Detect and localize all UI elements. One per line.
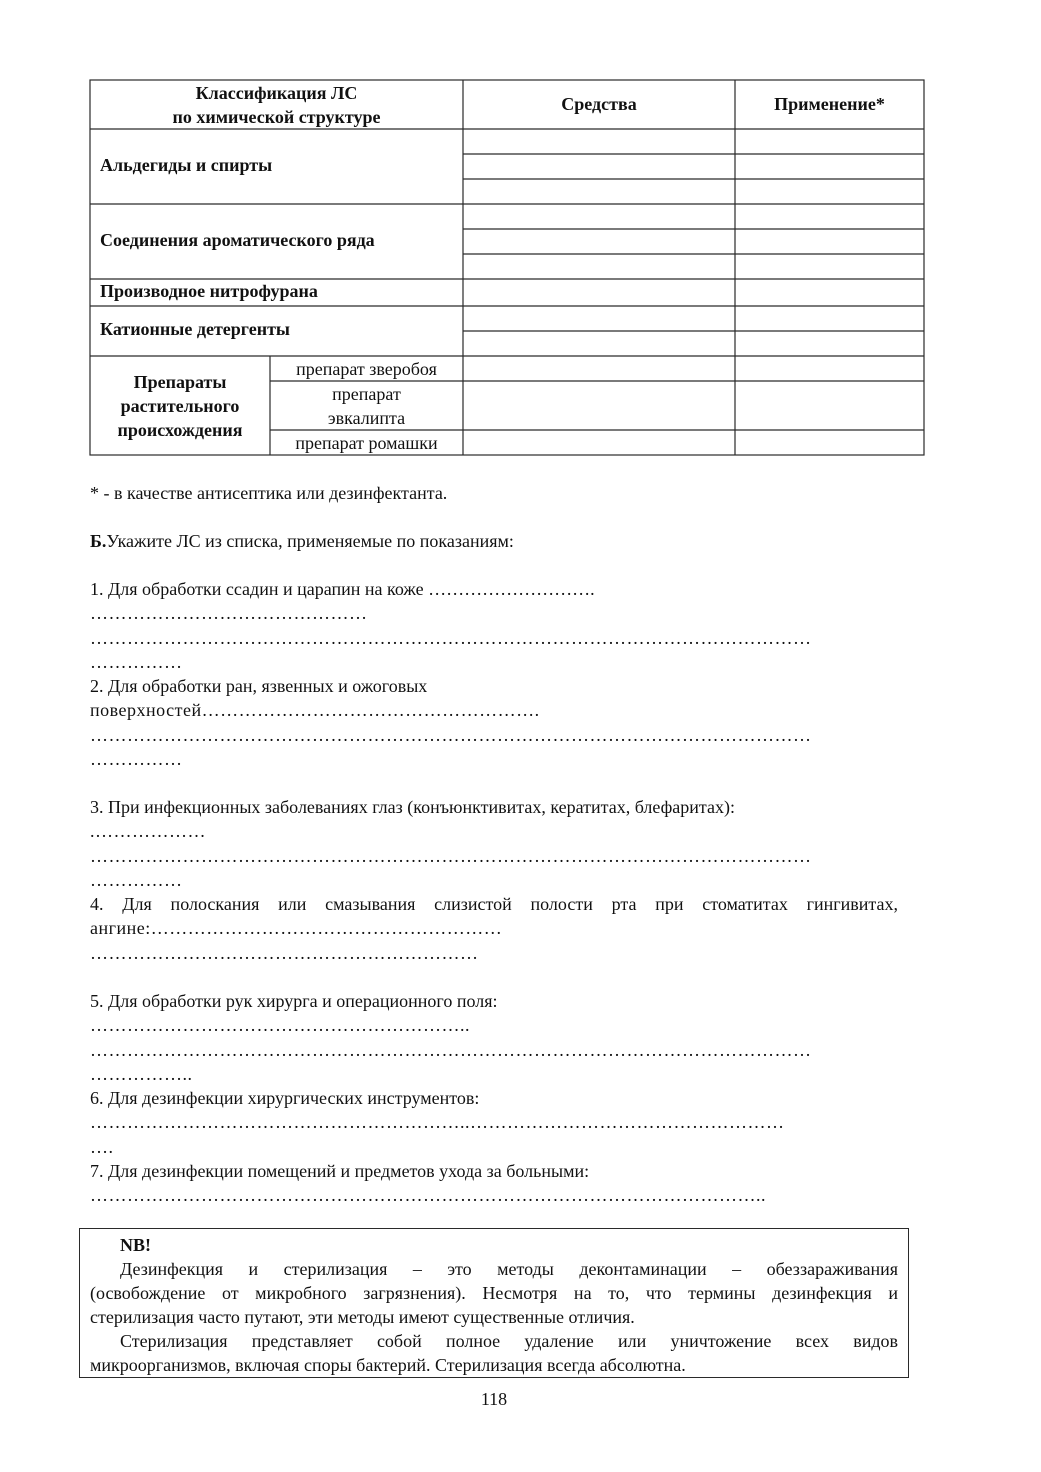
footnote: * - в качестве антисептика или дезинфектанта.	[90, 483, 448, 503]
header-classification	[90, 81, 463, 129]
row-herbal-preparations	[90, 370, 270, 442]
row-aromatic-compounds: Соединения ароматического ряда	[100, 230, 375, 250]
nb-paragraph-1-line-3: стерилизация часто путают, эти методы имеют существенные отличия.	[90, 1307, 635, 1327]
page-number: 118	[480, 1389, 508, 1409]
row-cationic-detergents: Катионные детергенты	[100, 319, 290, 339]
nb-paragraph-2-line-2: микроорганизмов, включая споры бактерий. Стерилизация всегда абсолютна.	[90, 1355, 686, 1375]
item-6-answer-line-2: ….	[90, 1137, 114, 1157]
item-3: 3. При инфекционных заболеваниях глаз (конъюнктивитах, кератитах, блефаритах):	[90, 797, 735, 817]
task-heading	[90, 529, 514, 553]
item-1-answer-line-1: ………………………………………	[90, 603, 368, 623]
item-3-answer-line-2: ………………………………………………………………………………………………………	[90, 846, 812, 866]
item-5: 5. Для обработки рук хирурга и операционного поля:	[90, 991, 498, 1011]
nb-paragraph-2-line-1: Стерилизация представляет собой полное удаление или уничтожение всех видов	[120, 1331, 898, 1351]
eucalyptus-line2: эвкалипта	[327, 408, 406, 428]
header-application: Применение*	[774, 94, 885, 114]
herbal-line1: Препараты	[133, 372, 227, 392]
item-5-answer-line-3: ……………..	[90, 1064, 193, 1084]
item-4-line-2: ангине:…………………………………………………	[90, 918, 503, 938]
item-7-answer-line-1: ………………………………………………………………………………………………..	[90, 1185, 766, 1205]
eucalyptus-line1: препарат	[332, 384, 401, 404]
item-1: 1. Для обработки ссадин и царапин на коже ……………………….	[90, 579, 595, 599]
task-letter: Б.	[90, 531, 107, 551]
row-nitrofuran: Производное нитрофурана	[100, 281, 318, 301]
header-agents: Средства	[561, 94, 637, 114]
item-5-answer-line-1: ……………………………………………………..	[90, 1015, 470, 1035]
herbal-st-johns-wort: препарат зверобоя	[296, 359, 437, 379]
item-2-answer-line-2: ……………	[90, 749, 183, 769]
item-4-answer-line-1: ………………………………………………………	[90, 943, 479, 963]
nb-paragraph-1-line-2: (освобождение от микробного загрязнения). Несмотря на то, что термины дезинфекция и	[90, 1283, 898, 1303]
item-6: 6. Для дезинфекции хирургических инструментов:	[90, 1088, 480, 1108]
item-6-answer-line-1: ……………………………………………………..……………………………………………	[90, 1112, 785, 1132]
item-2-line-2: поверхностей……………………………………………….	[90, 700, 540, 720]
herbal-chamomile: препарат ромашки	[295, 433, 438, 453]
item-4: 4. Для полоскания или смазывания слизистой полости рта при стоматитах гингивитах,	[90, 894, 898, 914]
row-aldehydes-alcohols: Альдегиды и спирты	[100, 155, 273, 175]
nb-title: NB!	[120, 1235, 151, 1255]
task-text: Укажите ЛС из списка, применяемые по показаниям:	[106, 531, 514, 551]
herbal-line2: растительного	[120, 396, 240, 416]
herbal-eucalyptus	[270, 382, 463, 430]
item-1-answer-line-3: ……………	[90, 652, 183, 672]
item-1-answer-line-2: ………………………………………………………………………………………………………	[90, 628, 812, 648]
item-5-answer-line-2: ………………………………………………………………………………………………………	[90, 1040, 812, 1060]
header-classification-line2: по химической структуре	[172, 107, 381, 127]
item-2-answer-line-1: ………………………………………………………………………………………………………	[90, 725, 812, 745]
item-3-answer-line-3: ……………	[90, 870, 183, 890]
header-classification-line1: Классификация ЛС	[195, 83, 358, 103]
herbal-line3: происхождения	[117, 420, 243, 440]
nb-paragraph-1-line-1: Дезинфекция и стерилизация – это методы деконтаминации – обеззараживания	[120, 1259, 898, 1279]
item-7: 7. Для дезинфекции помещений и предметов ухода за больными:	[90, 1161, 590, 1181]
item-3-answer-line-1: .………………	[90, 821, 206, 841]
item-2: 2. Для обработки ран, язвенных и ожоговых	[90, 676, 428, 696]
